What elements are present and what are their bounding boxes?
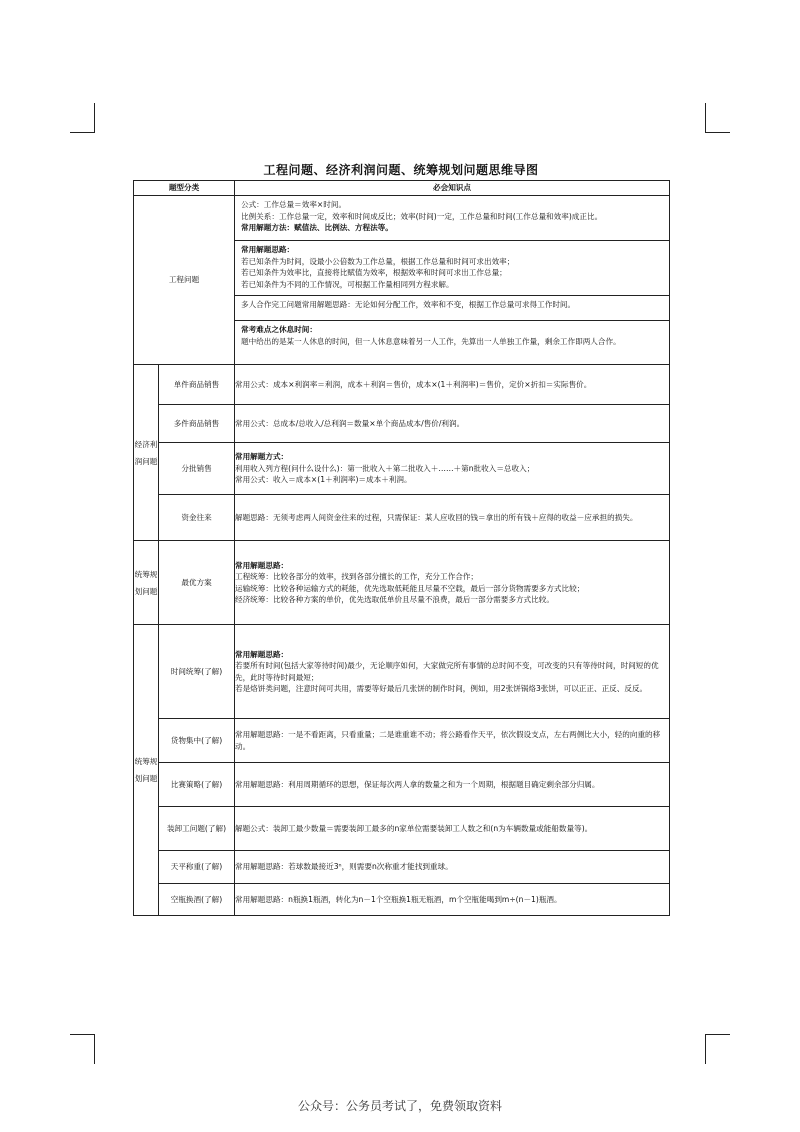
header-knowledge: 必会知识点 bbox=[235, 181, 670, 196]
economy-single-label: 单件商品销售 bbox=[159, 365, 235, 405]
engineering-ideas-title: 常用解题思路： bbox=[241, 245, 295, 254]
plan-balance-text: 常用解题思路：若球数最接近3ⁿ，则需要n次称重才能找到重球。 bbox=[235, 851, 670, 884]
plan-cargo-label: 货物集中(了解) bbox=[159, 719, 235, 763]
economy-fund-label: 资金往来 bbox=[159, 495, 235, 541]
economy-batch-label: 分批销售 bbox=[159, 443, 235, 495]
table-row bbox=[134, 541, 670, 625]
engineering-ratio-line: 比例关系：工作总量一定，效率和时间成反比；效率(时间)一定，工作总量和时间(工作总量和效率)成正比。 bbox=[241, 211, 603, 221]
footer-note: 公众号：公务员考试了，免费领取资料 bbox=[297, 1099, 502, 1113]
table-row bbox=[134, 443, 670, 495]
plan-time-line: 若要所有时间(包括大家等待时间)最少，无论顺序如何，大家做完所有事情的总时间不变，可改变的只有等待时间，时间短的优先，此时等待时间最短； bbox=[235, 661, 659, 682]
economy-multi-label: 多件商品销售 bbox=[159, 405, 235, 443]
plan-cargo-text: 常用解题思路：一是不看距离，只看重量；二是谁重谁不动；将公路看作天平，依次假设支点，左右两侧比大小，轻的向重的移动。 bbox=[235, 719, 670, 763]
plan-balance-label: 天平称重(了解) bbox=[159, 851, 235, 884]
engineering-ideas-line: 若已知条件为效率比，直接将比赋值为效率，根据效率和时间可求出工作总量； bbox=[241, 268, 507, 277]
plan-time-content bbox=[235, 625, 670, 719]
plan-loading-label: 装卸工问题(了解) bbox=[159, 807, 235, 851]
table-row bbox=[134, 495, 670, 541]
economy-batch-content bbox=[235, 443, 670, 495]
engineering-rest-block bbox=[235, 321, 669, 364]
table-row bbox=[134, 851, 670, 884]
engineering-method-line: 常用解题方法：赋值法、比例法、方程法等。 bbox=[241, 223, 393, 232]
plan-time-label: 时间统筹(了解) bbox=[159, 625, 235, 719]
engineering-formula-line: 公式：工作总量＝效率×时间。 bbox=[241, 200, 347, 209]
economy-multi-text: 常用公式：总成本/总收入/总利润＝数量×单个商品成本/售价/利润。 bbox=[235, 405, 670, 443]
category-planning-optimal: 统筹规划问题 bbox=[134, 541, 159, 625]
economy-batch-line: 常用解题方式： bbox=[235, 452, 289, 462]
crop-mark-bottom-right-v bbox=[705, 1034, 706, 1064]
plan-time-line: 若是烙饼类问题，注意时间可共用，需要等好最后几张饼的制作时间，例如，用2张饼锅烙3张饼，可以正正、正反、反反。 bbox=[235, 684, 648, 693]
category-economy: 经济利润问题 bbox=[134, 365, 159, 541]
plan-optimal-content bbox=[235, 541, 670, 625]
table-row bbox=[134, 807, 670, 851]
table-header-row bbox=[134, 181, 670, 196]
crop-mark-bottom-left-h bbox=[70, 1034, 95, 1035]
engineering-content bbox=[235, 196, 670, 365]
engineering-cooperation-block bbox=[235, 296, 669, 321]
crop-mark-bottom-left-v bbox=[94, 1034, 95, 1064]
plan-optimal-line: 工程统筹：比较各部分的效率，找到各部分擅长的工作，充分工作合作； bbox=[235, 572, 478, 581]
engineering-cooperation-text: 多人合作完工问题常用解题思路：无论如何分配工作，效率和不变，根据工作总量可求得工作时间。 bbox=[241, 300, 576, 309]
plan-optimal-line: 经济统筹：比较各种方案的单价，优先选取低单价且尽量不浪费，最后一部分需要多方式比较。 bbox=[235, 595, 554, 604]
plan-loading-text: 解题公式：装卸工最少数量＝需要装卸工最多的n家单位需要装卸工人数之和(n为车辆数量或能船数量等)。 bbox=[235, 807, 670, 851]
economy-single-text: 常用公式：成本×利润率＝利润，成本＋利润＝售价，成本×(1＋利润率)＝售价，定价×折扣＝实际售价。 bbox=[235, 365, 670, 405]
economy-batch-line: 常用公式：收入＝成本×(1＋利润率)＝成本＋利润。 bbox=[235, 475, 412, 485]
table-row bbox=[134, 405, 670, 443]
plan-match-text: 常用解题思路：利用周期循环的思想，保证每次两人拿的数量之和为一个周期，根据题目确定剩余部分归属。 bbox=[235, 763, 670, 807]
plan-match-label: 比赛策略(了解) bbox=[159, 763, 235, 807]
plan-optimal-label: 最优方案 bbox=[159, 541, 235, 625]
engineering-ideas-block bbox=[235, 241, 669, 296]
plan-bottle-text: 常用解题思路：n瓶换1瓶酒，转化为n－1个空瓶换1瓶无瓶酒，m个空瓶能喝到m÷(n－1)瓶酒。 bbox=[235, 884, 670, 916]
economy-batch-line: 利用收入列方程(问什么设什么)：第一批收入＋第二批收入＋……＋第n批收入＝总收入； bbox=[235, 463, 535, 473]
economy-fund-text: 解题思路：无须考虑两人间资金往来的过程，只需保证：某人应收回的钱＝拿出的所有钱＋应得的收益－应承担的损失。 bbox=[235, 495, 670, 541]
mind-map-table bbox=[133, 180, 670, 916]
table-row bbox=[134, 763, 670, 807]
crop-mark-top-right-v bbox=[705, 103, 706, 133]
table-row bbox=[134, 719, 670, 763]
plan-time-title: 常用解题思路： bbox=[235, 649, 289, 659]
crop-mark-top-left-v bbox=[94, 103, 95, 133]
engineering-ideas-line: 若已知条件为不同的工作情况，可根据工作量相同列方程求解。 bbox=[241, 279, 454, 289]
category-engineering: 工程问题 bbox=[134, 196, 235, 365]
engineering-formula-block bbox=[235, 196, 669, 241]
crop-mark-top-left-h bbox=[70, 132, 95, 133]
plan-bottle-label: 空瓶换酒(了解) bbox=[159, 884, 235, 916]
table-row bbox=[134, 625, 670, 719]
crop-mark-top-right-h bbox=[705, 132, 730, 133]
engineering-ideas-line: 若已知条件为时间，设最小公倍数为工作总量，根据工作总量和时间可求出效率； bbox=[241, 256, 515, 266]
header-category: 题型分类 bbox=[134, 181, 235, 196]
plan-optimal-line: 运输统筹：比较各种运输方式的耗能，优先选取低耗能且尽量不空载，最后一部分货物需要多方式比较； bbox=[235, 583, 585, 593]
plan-optimal-title: 常用解题思路： bbox=[235, 560, 289, 570]
page-title: 工程问题、经济利润问题、统筹规划问题思维导图 bbox=[263, 163, 539, 177]
table-row bbox=[134, 365, 670, 405]
engineering-rest-title: 常考难点之休息时间： bbox=[241, 325, 317, 334]
category-planning-other: 统筹规划问题 bbox=[134, 625, 159, 916]
crop-mark-bottom-right-h bbox=[705, 1034, 730, 1035]
table-row-engineering bbox=[134, 196, 670, 365]
engineering-rest-line: 题中给出的是某一人休息的时间，但一人休息意味着另一人工作，先算出一人单独工作量，剩余工作即两人合作。 bbox=[241, 336, 621, 346]
table-row bbox=[134, 884, 670, 916]
